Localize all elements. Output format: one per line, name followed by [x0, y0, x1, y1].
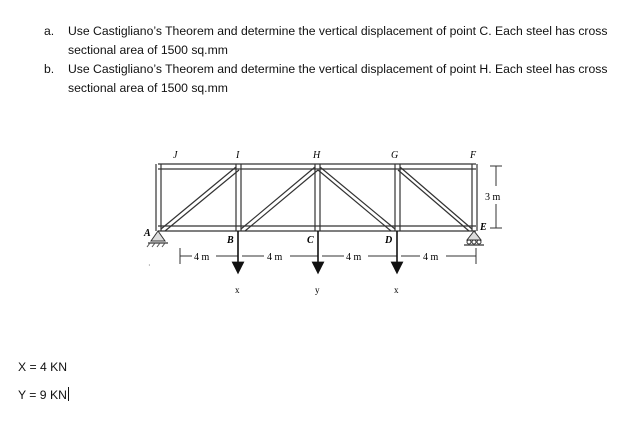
roller-support-e [464, 231, 484, 245]
node-label-e: E [480, 222, 487, 233]
question-a-marker: a. [44, 24, 55, 38]
load-label-x-d: x [394, 285, 399, 295]
load-arrows [238, 231, 397, 268]
text-caret [68, 387, 69, 401]
node-label-h: H [313, 150, 321, 161]
node-label-a: A [144, 228, 151, 239]
span-label-4: 4 m [423, 252, 439, 263]
node-label-g: G [391, 150, 399, 161]
node-label-i: I [236, 150, 240, 161]
span-label-1: 4 m [194, 252, 210, 263]
question-b-marker: b. [44, 62, 55, 76]
truss-diagonals [161, 167, 472, 231]
given-y-text: Y = 9 KN [18, 388, 67, 402]
height-label: 3 m [485, 192, 501, 203]
node-label-j: J [173, 150, 178, 161]
question-a-text: Use Castigliano’s Theorem and determine the vertical displacement of point C. Each steel has cross sectional area of 1500 sq.mm [68, 24, 608, 57]
given-x: X = 4 KN [18, 360, 68, 374]
load-label-x-b: x [235, 285, 240, 295]
node-label-b: B [227, 235, 234, 246]
stray-dot: · [148, 261, 151, 270]
given-y [18, 387, 69, 402]
load-label-y-c: y [315, 285, 320, 295]
top-chord [158, 164, 476, 169]
node-label-c: C [307, 235, 314, 246]
span-label-3: 4 m [346, 252, 362, 263]
node-label-f: F [470, 150, 477, 161]
node-label-d: D [385, 235, 393, 246]
question-b-text: Use Castigliano’s Theorem and determine the vertical displacement of point H. Each steel has cross sectional area of 1500 sq.mm [68, 62, 608, 95]
span-label-2: 4 m [267, 252, 283, 263]
bottom-chord [158, 226, 476, 231]
truss-verticals [156, 164, 477, 231]
